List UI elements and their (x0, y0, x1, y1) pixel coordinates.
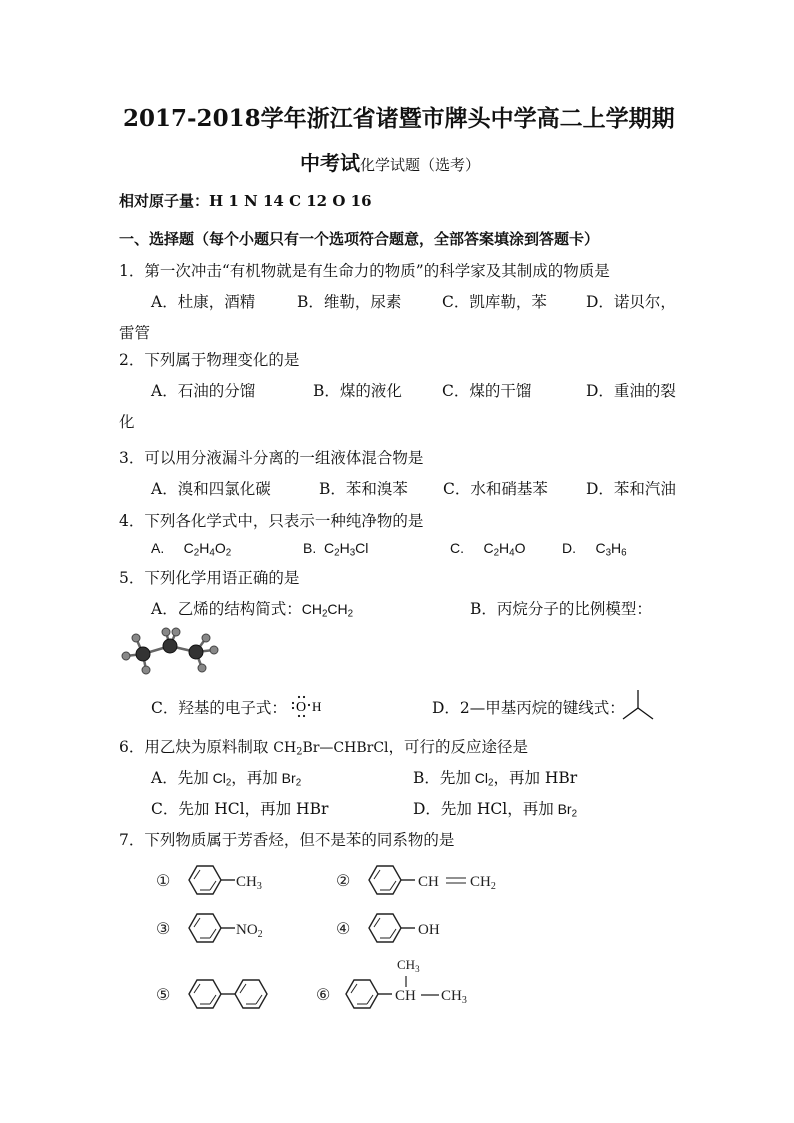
q7-stem: 7．下列物质属于芳香烃，但不是苯的同系物的是 (119, 831, 455, 849)
q6-option-b-mid: ，再加 HBr (493, 769, 578, 787)
q6-option-a-mid: ，再加 (231, 769, 278, 787)
q6-option-d: D．先加 HCl，再加 $Br_2$ (413, 800, 578, 820)
svg-text:NO2: $NO_2$ (236, 922, 263, 940)
q6-stem-post: ，可行的反应途径是 (388, 738, 529, 756)
q7-label-1: ① (156, 873, 171, 890)
q7-label-6: ⑥ (316, 987, 331, 1004)
q6-option-a-pre: A．先加 (151, 769, 209, 787)
q4-option-d: D. $C_3H_6$ (562, 540, 627, 559)
q6-stem-pre: 6．用乙炔为原料制取 (119, 738, 274, 756)
q6-stem: 6．用乙炔为原料制取 $CH_2Br—CHBrCl$，可行的反应途径是 (119, 738, 529, 758)
q3-stem: 3．可以用分液漏斗分离的一组液体混合物是 (119, 449, 424, 467)
q7-label-5: ⑤ (156, 987, 171, 1004)
q7-label-4: ④ (336, 921, 351, 938)
q2-option-d-cont: 化 (119, 413, 135, 431)
q5-option-c: C．羟基的电子式： (151, 699, 287, 717)
q6-option-b-pre: B．先加 (413, 769, 471, 787)
title-line2-small: 化学试题（选考） (360, 156, 481, 174)
q3-option-a: A．溴和四氯化碳 (151, 480, 271, 498)
q7-label-3: ③ (156, 921, 171, 938)
q3-option-d: D．苯和汽油 (586, 480, 676, 498)
svg-text:O: O (296, 700, 307, 715)
title-line2-big: 中考试 (300, 151, 360, 175)
q2-option-b: B．煤的液化 (313, 382, 402, 400)
q4-option-c-label: C. (450, 540, 464, 556)
svg-text:CH2: $CH_2$ (470, 874, 496, 892)
atomic-mass: 相对原子量：H 1 N 14 C 12 O 16 (119, 192, 372, 210)
q6-option-c: C．先加 HCl，再加 HBr (151, 800, 329, 818)
svg-text:CH: CH (418, 874, 439, 890)
q2-option-a: A．石油的分馏 (151, 382, 256, 400)
q3-option-b: B．苯和溴苯 (319, 480, 408, 498)
q4-option-b: B. $C_2H_3Cl$ (303, 540, 369, 559)
svg-text:OH: OH (418, 922, 440, 938)
q4-option-a-label: A. (151, 540, 165, 556)
q4-option-d-label: D. (562, 540, 576, 556)
q2-option-c: C．煤的干馏 (442, 382, 532, 400)
isobutane-skeletal-formula (620, 688, 656, 724)
q7-structures (150, 850, 550, 1020)
q6-option-b: B．先加 $Cl_2$，再加 HBr (413, 769, 578, 789)
section-heading: 一、选择题（每个小题只有一个选项符合题意，全部答案填涂到答题卡） (119, 230, 600, 248)
q5-option-b: B．丙烷分子的比例模型： (470, 600, 652, 618)
q1-option-d: D．诺贝尔， (586, 293, 676, 311)
q5-stem: 5．下列化学用语正确的是 (119, 569, 300, 587)
svg-text:CH: CH (395, 988, 416, 1004)
q7-label-2: ② (336, 873, 351, 890)
q6-option-a: A．先加 $Cl_2$，再加 $Br_2$ (151, 769, 302, 789)
q3-option-c: C．水和硝基苯 (443, 480, 548, 498)
q2-stem: 2．下列属于物理变化的是 (119, 351, 300, 369)
svg-text:CH3: $CH_3$ (236, 874, 262, 892)
q1-option-b: B．维勒，尿素 (297, 293, 402, 311)
q5-option-a-label: A．乙烯的结构简式： (151, 600, 302, 618)
q1-option-d-cont: 雷管 (119, 324, 151, 342)
q4-option-c: C. $C_2H_4O$ (450, 540, 526, 559)
q6-option-d-pre: D．先加 HCl，再加 (413, 800, 554, 818)
propane-ball-model (118, 626, 228, 676)
q5-option-d: D．2—甲基丙烷的键线式： (432, 699, 625, 717)
title-line1: 2017-2018学年浙江省诸暨市牌头中学高二上学期期 (123, 105, 675, 132)
q1-stem: 1．第一次冲击“有机物就是有生命力的物质”的科学家及其制成的物质是 (119, 262, 610, 280)
q4-option-b-label: B. (303, 540, 317, 556)
q1-option-a: A．杜康，酒精 (151, 293, 256, 311)
q5-option-a: A．乙烯的结构简式：$CH_2CH_2$ (151, 600, 354, 620)
svg-text:H: H (312, 699, 322, 714)
q2-option-d: D．重油的裂 (586, 382, 676, 400)
q4-stem: 4．下列各化学式中，只表示一种纯净物的是 (119, 512, 424, 530)
svg-text:CH3: $CH_3$ (397, 957, 420, 974)
q4-option-a: A. $C_2H_4O_2$ (151, 540, 232, 559)
title-line2 (300, 147, 480, 176)
svg-text:CH3: $CH_3$ (441, 988, 467, 1006)
hydroxyl-electron-formula (290, 693, 330, 719)
q1-option-c: C．凯库勒，苯 (442, 293, 547, 311)
